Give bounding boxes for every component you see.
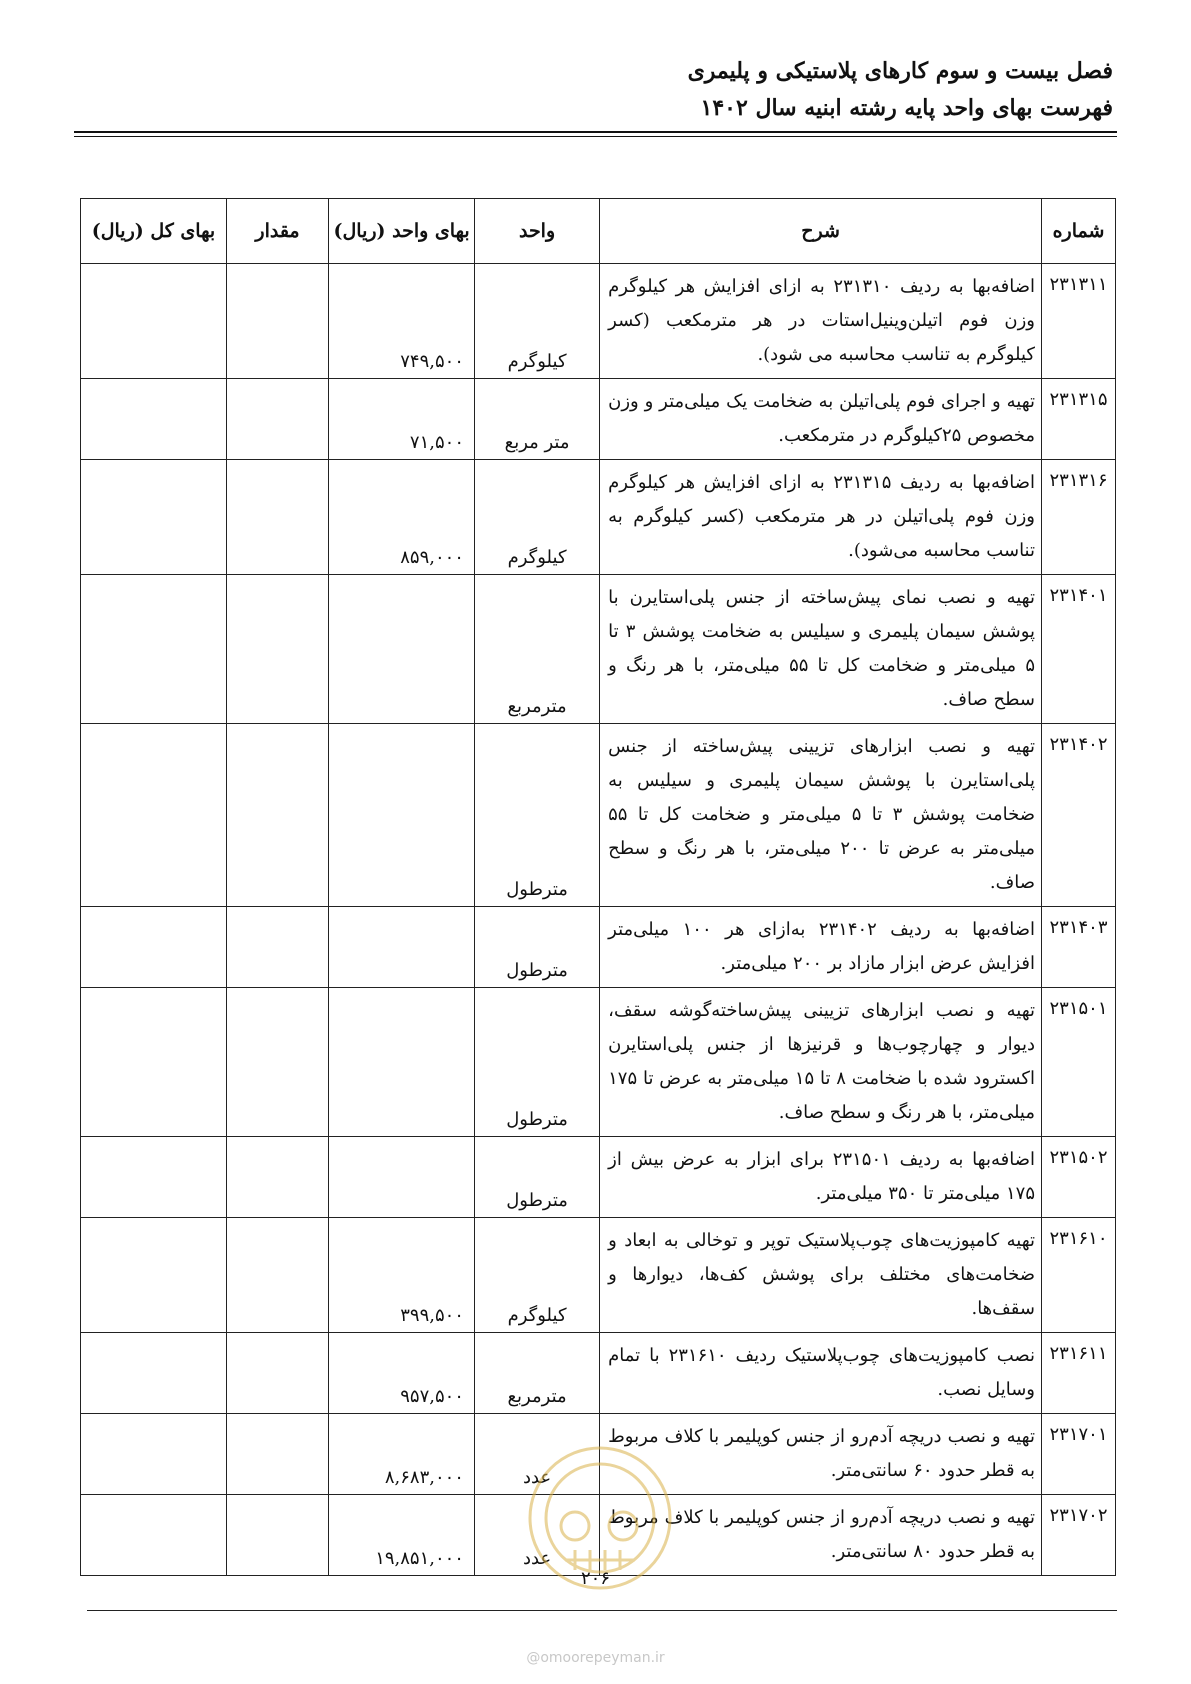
- row-quantity: [226, 988, 328, 1137]
- row-desc: تهیه و نصب نمای پیش‌ساخته از جنس پلی‌استایرن با پوشش سیمان پلیمری و سیلیس به ضخامت پوشش ۳ تا ۵ میلی‌متر و ضخامت کل تا ۵۵ میلی‌متر، با هر رنگ و سطح صاف.: [600, 575, 1042, 724]
- header-rule-thin: [74, 136, 1117, 137]
- row-quantity: [226, 1333, 328, 1414]
- col-quantity: مقدار: [226, 199, 328, 264]
- price-table: [80, 198, 1116, 1576]
- row-total: [81, 907, 227, 988]
- row-code: ۲۳۱۶۱۱: [1042, 1333, 1116, 1414]
- row-total: [81, 1495, 227, 1576]
- table-header-row: [81, 199, 1116, 264]
- row-unit: مترطول: [474, 724, 599, 907]
- row-unit: کیلوگرم: [474, 1218, 599, 1333]
- row-code: ۲۳۱۵۰۱: [1042, 988, 1116, 1137]
- row-total: [81, 379, 227, 460]
- row-unit: متر مربع: [474, 379, 599, 460]
- row-unit-price: ۸۵۹,۰۰۰: [329, 460, 475, 575]
- row-quantity: [226, 1414, 328, 1495]
- row-quantity: [226, 1218, 328, 1333]
- row-desc: اضافه‌بها به ردیف ۲۳۱۳۱۰ به ازای افزایش هر کیلوگرم وزن فوم اتیلن‌وینیل‌استات در هر مترمکعب (کسر کیلوگرم به تناسب محاسبه می شود).: [600, 264, 1042, 379]
- row-code: ۲۳۱۴۰۱: [1042, 575, 1116, 724]
- row-unit: مترمربع: [474, 1333, 599, 1414]
- row-code: ۲۳۱۴۰۳: [1042, 907, 1116, 988]
- row-desc: تهیه و نصب دریچه آدم‌رو از جنس کوپلیمر با کلاف مربوط به قطر حدود ۶۰ سانتی‌متر.: [600, 1414, 1042, 1495]
- page-number: ۲۰۶: [580, 1568, 610, 1589]
- row-unit: مترطول: [474, 988, 599, 1137]
- row-total: [81, 1333, 227, 1414]
- row-code: ۲۳۱۷۰۲: [1042, 1495, 1116, 1576]
- row-unit: مترطول: [474, 1137, 599, 1218]
- row-total: [81, 1137, 227, 1218]
- row-quantity: [226, 907, 328, 988]
- row-total: [81, 460, 227, 575]
- col-desc: شرح: [600, 199, 1042, 264]
- col-total: بهای کل (ریال): [81, 199, 227, 264]
- row-code: ۲۳۱۳۱۱: [1042, 264, 1116, 379]
- row-code: ۲۳۱۳۱۵: [1042, 379, 1116, 460]
- chapter-title: فصل بیست و سوم کارهای پلاستیکی و پلیمری: [687, 58, 1113, 84]
- row-unit-price: ۱۹,۸۵۱,۰۰۰: [329, 1495, 475, 1576]
- table-row: [81, 1137, 1116, 1218]
- row-unit-price: [329, 575, 475, 724]
- row-unit-price: ۳۹۹,۵۰۰: [329, 1218, 475, 1333]
- row-unit-price: [329, 724, 475, 907]
- row-unit: کیلوگرم: [474, 264, 599, 379]
- col-code: شماره: [1042, 199, 1116, 264]
- row-code: ۲۳۱۴۰۲: [1042, 724, 1116, 907]
- row-unit: کیلوگرم: [474, 460, 599, 575]
- row-unit-price: ۷۴۹,۵۰۰: [329, 264, 475, 379]
- row-total: [81, 724, 227, 907]
- table-row: [81, 988, 1116, 1137]
- table-row: [81, 907, 1116, 988]
- row-code: ۲۳۱۵۰۲: [1042, 1137, 1116, 1218]
- row-desc: اضافه‌بها به ردیف ۲۳۱۳۱۵ به ازای افزایش هر کیلوگرم وزن فوم پلی‌اتیلن در هر مترمکعب (کسر کیلوگرم به تناسب محاسبه می‌شود).: [600, 460, 1042, 575]
- row-desc: تهیه و نصب ابزارهای تزیینی پیش‌ساخته از جنس پلی‌استایرن با پوشش سیمان پلیمری و سیلیس به ضخامت پوشش ۳ تا ۵ میلی‌متر و ضخامت کل تا ۵۵ میلی‌متر به عرض تا ۲۰۰ میلی‌متر، با هر رنگ و سطح صاف.: [600, 724, 1042, 907]
- table-row: [81, 379, 1116, 460]
- row-quantity: [226, 1137, 328, 1218]
- row-unit-price: [329, 907, 475, 988]
- table-row: [81, 1218, 1116, 1333]
- col-unit-price: بهای واحد (ریال): [329, 199, 475, 264]
- row-unit: مترمربع: [474, 575, 599, 724]
- row-total: [81, 575, 227, 724]
- row-unit: مترطول: [474, 907, 599, 988]
- table-row: [81, 575, 1116, 724]
- list-title: فهرست بهای واحد پایه رشته ابنیه سال ۱۴۰۲: [700, 95, 1113, 121]
- row-quantity: [226, 724, 328, 907]
- row-code: ۲۳۱۷۰۱: [1042, 1414, 1116, 1495]
- row-total: [81, 1218, 227, 1333]
- row-unit: عدد: [474, 1495, 599, 1576]
- row-unit-price: [329, 988, 475, 1137]
- row-desc: تهیه و اجرای فوم پلی‌اتیلن به ضخامت یک میلی‌متر و وزن مخصوص ۲۵کیلوگرم در مترمکعب.: [600, 379, 1042, 460]
- header-rule: [74, 131, 1117, 133]
- row-desc: تهیه کامپوزیت‌های چوب‌پلاستیک توپر و توخالی به ابعاد و ضخامت‌های مختلف برای پوشش کف‌ها، دیوارها و سقف‌ها.: [600, 1218, 1042, 1333]
- row-unit-price: [329, 1137, 475, 1218]
- row-desc: اضافه‌بها به ردیف ۲۳۱۴۰۲ به‌ازای هر ۱۰۰ میلی‌متر افزایش عرض ابزار مازاد بر ۲۰۰ میلی‌متر.: [600, 907, 1042, 988]
- table-row: [81, 1333, 1116, 1414]
- row-quantity: [226, 1495, 328, 1576]
- row-unit-price: ۷۱,۵۰۰: [329, 379, 475, 460]
- website-watermark: @omoorepeyman.ir: [526, 1650, 665, 1666]
- row-total: [81, 988, 227, 1137]
- row-code: ۲۳۱۶۱۰: [1042, 1218, 1116, 1333]
- table-row: [81, 264, 1116, 379]
- row-total: [81, 264, 227, 379]
- row-total: [81, 1414, 227, 1495]
- table-row: [81, 724, 1116, 907]
- table-row: [81, 460, 1116, 575]
- row-quantity: [226, 264, 328, 379]
- row-quantity: [226, 460, 328, 575]
- row-unit-price: ۹۵۷,۵۰۰: [329, 1333, 475, 1414]
- row-desc: اضافه‌بها به ردیف ۲۳۱۵۰۱ برای ابزار به عرض بیش از ۱۷۵ میلی‌متر تا ۳۵۰ میلی‌متر.: [600, 1137, 1042, 1218]
- row-desc: نصب کامپوزیت‌های چوب‌پلاستیک ردیف ۲۳۱۶۱۰ با تمام وسایل نصب.: [600, 1333, 1042, 1414]
- footer-rule: [87, 1610, 1117, 1611]
- page-header: [688, 52, 1113, 126]
- row-quantity: [226, 575, 328, 724]
- row-code: ۲۳۱۳۱۶: [1042, 460, 1116, 575]
- col-unit: واحد: [474, 199, 599, 264]
- row-unit-price: ۸,۶۸۳,۰۰۰: [329, 1414, 475, 1495]
- row-desc: تهیه و نصب دریچه آدم‌رو از جنس کوپلیمر با کلاف مربوط به قطر حدود ۸۰ سانتی‌متر.: [600, 1495, 1042, 1576]
- row-quantity: [226, 379, 328, 460]
- row-unit: عدد: [474, 1414, 599, 1495]
- row-desc: تهیه و نصب ابزارهای تزیینی پیش‌ساخته‌گوشه سقف، دیوار و چهارچوب‌ها و قرنیزها از جنس پلی‌استایرن اکسترود شده با ضخامت ۸ تا ۱۵ میلی‌متر به عرض تا ۱۷۵ میلی‌متر، با هر رنگ و سطح صاف.: [600, 988, 1042, 1137]
